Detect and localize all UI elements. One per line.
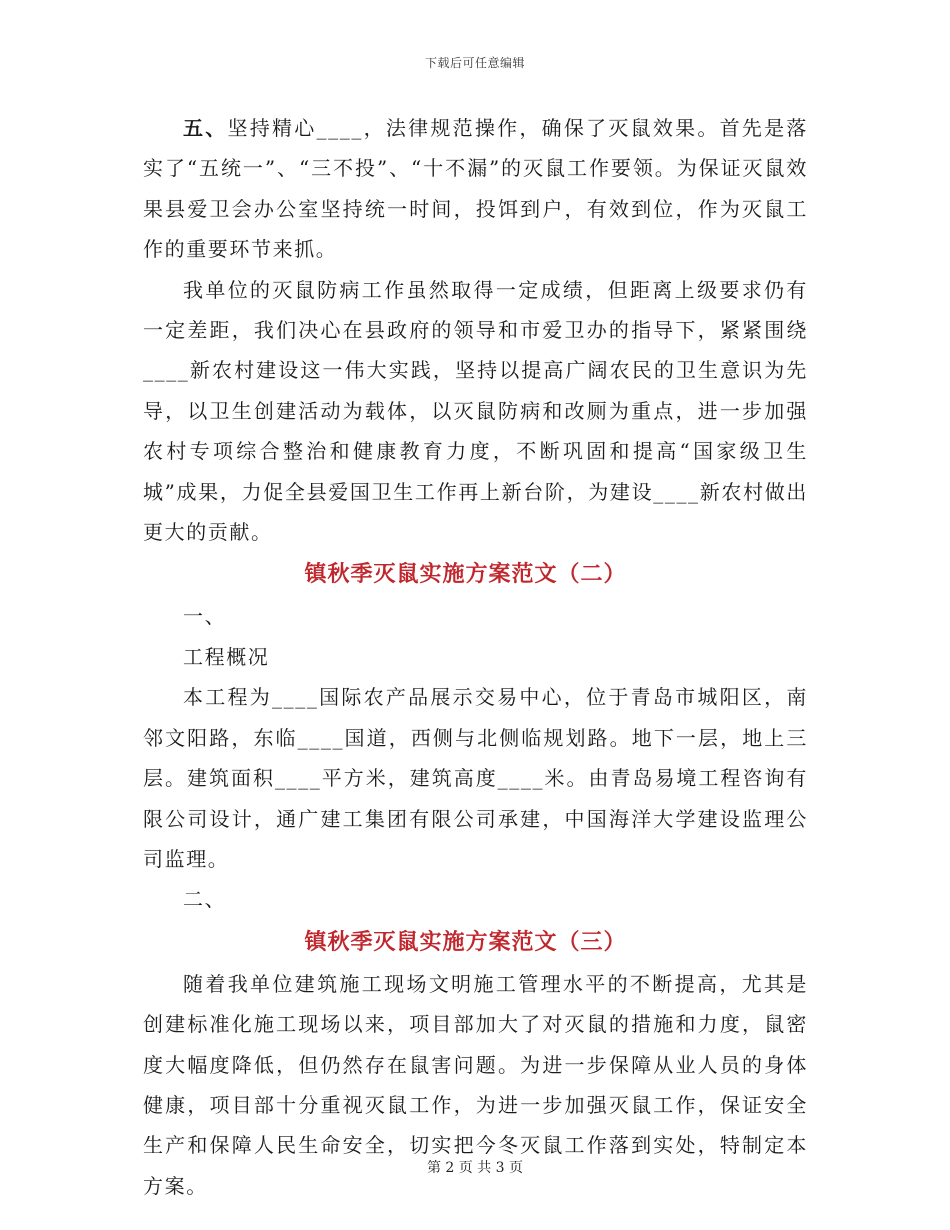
section-heading-two: 镇秋季灭鼠实施方案范文（二） [304, 561, 627, 588]
document-body [143, 108, 808, 1206]
item-two-label: 二、 [183, 887, 227, 912]
page-header-note: 下载后可任意编辑 [424, 56, 525, 70]
section-five-text: 坚持精心____，法律规范操作，确保了灭鼠效果。首先是落实了“五统一”、“三不投”、“十不漏”的灭鼠工作要领。为保证灭鼠效果县爱卫会办公室坚持统一时间，投饵到户，有效到位，作为灭鼠工作的重要环节来抓。 [143, 116, 808, 262]
item-one-title: 工程概况 [183, 644, 270, 669]
paragraph-site-management: 随着我单位建筑施工现场文明施工管理水平的不断提高，尤其是创建标准化施工现场以来，项目部加大了对灭鼠的措施和力度，鼠密度大幅度降低，但仍然存在鼠害问题。为进一步保障从业人员的身体健康，项目部十分重视灭鼠工作，为进一步加强灭鼠工作，保证安全生产和保障人民生命安全，切实把今冬灭鼠工作落到实处，特制定本方案。 [143, 971, 808, 1198]
paragraph-section-five [143, 108, 808, 270]
section-heading-three: 镇秋季灭鼠实施方案范文（三） [304, 928, 627, 955]
item-one-label: 一、 [183, 604, 227, 629]
paragraph-project-overview: 本工程为____国际农产品展示交易中心，位于青岛市城阳区，南邻文阳路，东临____国道，西侧与北侧临规划路。地下一层，地上三层。建筑面积____平方米，建筑高度____米。由青岛易境工程咨询有限公司设计，通广建工集团有限公司承建，中国海洋大学建设监理公司监理。 [143, 685, 808, 871]
section-five-number: 五、 [183, 116, 228, 140]
paragraph-summary: 我单位的灭鼠防病工作虽然取得一定成绩，但距离上级要求仍有一定差距，我们决心在县政府的领导和市爱卫办的指导下，紧紧围绕____新农村建设这一伟大实践，坚持以提高广阔农民的卫生意识为先导，以卫生创建活动为载体，以灭鼠防病和改厕为重点，进一步加强农村专项综合整治和健康教育力度，不断巩固和提高“国家级卫生城”成果，力促全县爱国卫生工作再上新台阶，为建设____新农村做出更大的贡献。 [143, 277, 808, 545]
page-footer-number: 第 2 页 共 3 页 [426, 1160, 524, 1176]
